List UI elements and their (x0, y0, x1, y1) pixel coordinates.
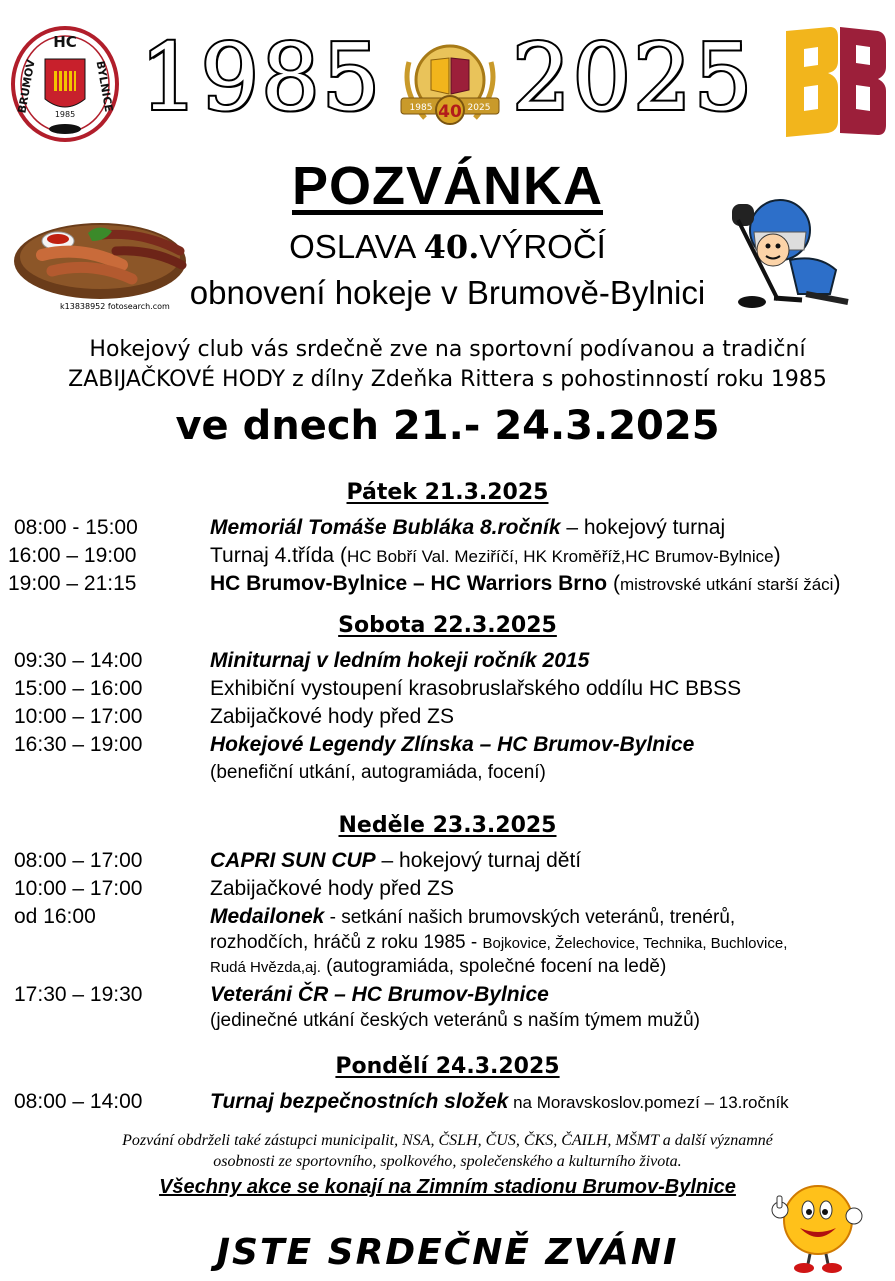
event-description (210, 877, 454, 901)
event-description (210, 649, 589, 673)
event-description-line-2: (jedinečné utkání českých veteránů s naším týmem mužů) (210, 1010, 700, 1031)
note-line-2: osobnosti ze sportovního, spolkového, společenského a kulturního života. (213, 1153, 682, 1170)
invite-line-2: ZABIJAČKOVÉ HODY z dílny Zdeňka Rittera s pohostinností roku 1985 (68, 367, 827, 392)
event-time: 09:30 – 14:00 (14, 649, 143, 672)
event-time: 10:00 – 17:00 (14, 877, 143, 900)
event-main: Hokejové Legendy Zlínska – HC Brumov-Bylnice (210, 733, 695, 756)
event-main: Medailonek (210, 905, 325, 928)
event-main: Veteráni ČR – HC Brumov-Bylnice (210, 983, 549, 1006)
event-line3b: (autogramiáda, společné focení na ledě) (320, 956, 667, 977)
badge-year-right: 2025 (467, 103, 491, 113)
event-description (210, 516, 725, 540)
badge-year-left: 1985 (409, 103, 433, 113)
event-time: od 16:00 (14, 905, 96, 928)
invited-guests-note (0, 1130, 895, 1172)
logo-year-text: 1985 (54, 110, 76, 119)
event-time: 19:00 – 21:15 (8, 572, 137, 595)
event-main: Exhibiční vystoupení krasobruslařského oddílu HC BBSS (210, 677, 742, 700)
logo-hc-text: HC (53, 33, 77, 51)
event-rest: - setkání našich brumovských veteránů, trenérů, (324, 907, 736, 928)
day-heading-monday: Pondělí 24.3.2025 (335, 1054, 560, 1079)
event-time: 16:00 – 19:00 (8, 544, 137, 567)
event-time: 08:00 - 15:00 (14, 516, 138, 539)
event-time: 08:00 – 17:00 (14, 849, 143, 872)
anniversary-badge (395, 32, 505, 132)
event-line2b: Bojkovice, Želechovice, Technika, Buchlovice, (482, 935, 788, 952)
event-dates: ve dnech 21.- 24.3.2025 (175, 403, 720, 449)
bb-logo (782, 25, 888, 137)
subtitle-2: obnovení hokeje v Brumově-Bylnici (189, 274, 706, 311)
event-main: Turnaj 4.třída (210, 544, 335, 567)
event-small: mistrovské utkání starší žáci (619, 575, 834, 594)
event-description (210, 733, 694, 757)
event-description-line-3 (210, 956, 666, 978)
event-description (210, 677, 741, 701)
event-time: 17:30 – 19:30 (14, 983, 143, 1006)
badge-number: 40 (438, 102, 462, 122)
page-title: POZVÁNKA (291, 156, 603, 216)
event-line2a: rozhodčích, hráčů z roku 1985 - (210, 932, 483, 953)
event-time: 15:00 – 16:00 (14, 677, 143, 700)
event-end: ) (773, 544, 781, 567)
subtitle (0, 228, 895, 266)
event-description (210, 544, 781, 568)
invitation-text (0, 335, 895, 395)
event-rest: – hokejový turnaj (560, 516, 726, 539)
subtitle-prefix: OSLAVA (289, 228, 424, 265)
event-end: ) (833, 572, 841, 595)
event-rest: ( (334, 544, 347, 567)
logo-brumov-text: BRUMOV (15, 58, 38, 115)
puck-icon (49, 124, 81, 134)
event-description (210, 905, 735, 929)
logo-bylnice-text: BYLNICE (93, 59, 116, 113)
event-description (210, 705, 454, 729)
event-main: Zabijačkové hody před ZS (210, 877, 454, 900)
event-main: Memoriál Tomáše Bubláka 8.ročník (210, 516, 561, 539)
subtitle-suffix: VÝROČÍ (479, 228, 606, 265)
year-end: 2025 (512, 24, 755, 131)
venue-text: Všechny akce se konají na Zimním stadionu Brumov-Bylnice (159, 1176, 736, 1198)
event-description (210, 572, 840, 596)
year-start: 1985 (140, 24, 383, 131)
closing-text: JSTE SRDEČNĚ ZVÁNI (216, 1232, 679, 1273)
event-small: HC Bobří Val. Meziříčí, HK Kroměříž,HC Brumov-Bylnice (346, 547, 774, 566)
hc-brumov-bylnice-logo (10, 25, 120, 143)
invite-line-1: Hokejový club vás srdečně zve na sportovní podívanou a tradiční (89, 337, 806, 362)
event-main: Zabijačkové hody před ZS (210, 705, 454, 728)
event-main: HC Brumov-Bylnice – HC Warriors Brno (210, 572, 608, 595)
note-line-1: Pozvání obdrželi také zástupci municipalit, NSA, ČSLH, ČUS, ČKS, ČAILH, MŠMT a další významné (122, 1132, 773, 1149)
subtitle-number: 40. (423, 228, 480, 266)
event-main: CAPRI SUN CUP (210, 849, 376, 872)
smiley-thumbs-up-icon (768, 1176, 863, 1274)
event-rest: – hokejový turnaj dětí (375, 849, 582, 872)
event-line3a: Rudá Hvězda,aj. (210, 959, 321, 976)
event-rest: ( (607, 572, 620, 595)
event-time: 16:30 – 19:00 (14, 733, 143, 756)
event-description (210, 849, 581, 873)
event-small: na Moravskoslov.pomezí – 13.ročník (508, 1093, 789, 1112)
event-main: Turnaj bezpečnostních složek (210, 1090, 509, 1113)
event-description (210, 1090, 789, 1114)
day-heading-sunday: Neděle 23.3.2025 (338, 813, 557, 838)
photo-credit: k13838952 fotosearch.com (60, 302, 170, 311)
event-time: 08:00 – 14:00 (14, 1090, 143, 1113)
event-description-line-2 (210, 932, 787, 954)
event-description-line-2: (benefiční utkání, autogramiáda, focení) (210, 762, 546, 783)
day-heading-saturday: Sobota 22.3.2025 (338, 613, 557, 638)
event-description (210, 983, 549, 1007)
event-main: Miniturnaj v ledním hokeji ročník 2015 (210, 649, 590, 672)
event-time: 10:00 – 17:00 (14, 705, 143, 728)
day-heading-friday: Pátek 21.3.2025 (346, 480, 549, 505)
